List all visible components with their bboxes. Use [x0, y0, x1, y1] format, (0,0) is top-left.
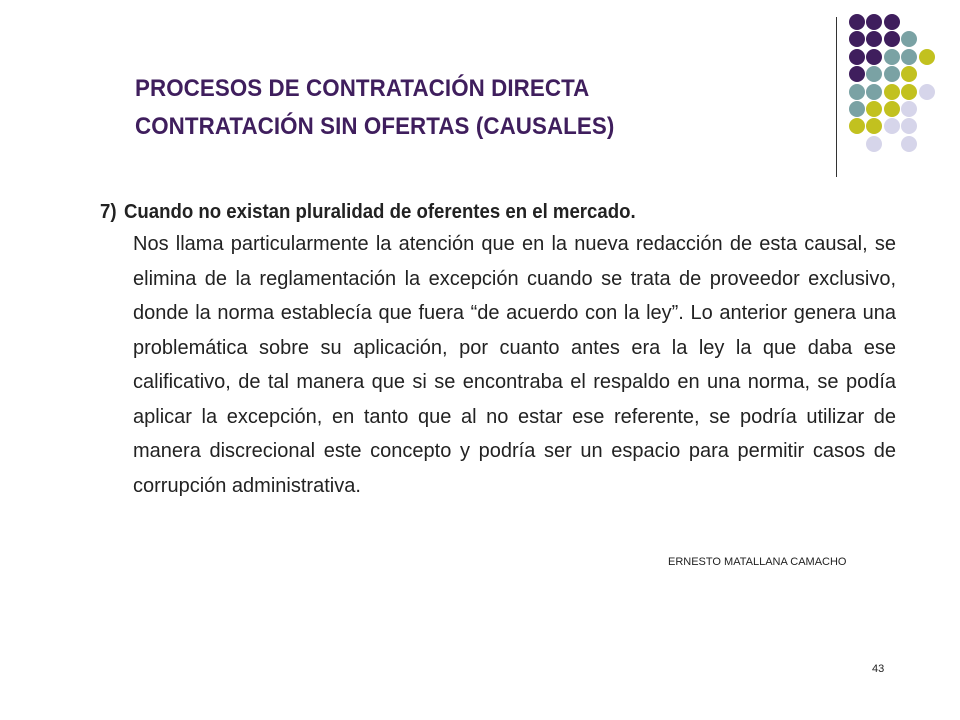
heading-text: Cuando no existan pluralidad de oferentes en el mercado.: [123, 201, 636, 223]
purple-dot: [866, 14, 882, 30]
lime-dot: [919, 49, 935, 65]
teal-dot: [884, 49, 900, 65]
title-line-1: PROCESOS DE CONTRATACIÓN DIRECTA: [135, 75, 590, 102]
lime-dot: [901, 66, 917, 82]
lime-dot: [901, 84, 917, 100]
teal-dot: [849, 101, 865, 117]
teal-dot: [849, 84, 865, 100]
teal-dot: [884, 66, 900, 82]
author-signature: ERNESTO MATALLANA CAMACHO: [668, 556, 847, 568]
purple-dot: [884, 14, 900, 30]
purple-dot: [866, 31, 882, 47]
teal-dot: [901, 49, 917, 65]
page-number: 43: [872, 663, 885, 675]
section-heading: [100, 198, 636, 226]
purple-dot: [849, 49, 865, 65]
purple-dot: [849, 14, 865, 30]
purple-dot: [884, 31, 900, 47]
purple-dot: [849, 66, 865, 82]
lime-dot: [866, 101, 882, 117]
lime-dot: [884, 101, 900, 117]
lavender-dot: [901, 136, 917, 152]
purple-dot: [849, 31, 865, 47]
title-line-2: CONTRATACIÓN SIN OFERTAS (CAUSALES): [135, 113, 615, 140]
lavender-dot: [884, 118, 900, 134]
heading-number: 7): [100, 201, 117, 223]
purple-dot: [866, 49, 882, 65]
teal-dot: [901, 31, 917, 47]
teal-dot: [866, 84, 882, 100]
teal-dot: [866, 66, 882, 82]
body-paragraph: Nos llama particularmente la atención que en la nueva redacción de esta causal, se elimina de la reglamentación la excepción cuando se trata de proveedor exclusivo, donde la norma establecía que fuera “de acuerdo con la ley”. Lo anterior genera una problemática sobre su aplicación, por cuanto antes era la ley la que daba ese calificativo, de tal manera que si se encontraba el respaldo en una norma, se podía aplicar la excepción, en tanto que al no estar ese referente, se podría utilizar de manera discrecional este concepto y podría ser un espacio para permitir casos de corrupción administrativa.: [133, 233, 896, 497]
lime-dot: [884, 84, 900, 100]
lime-dot: [849, 118, 865, 134]
slide-title: [135, 70, 614, 146]
lime-dot: [866, 118, 882, 134]
lavender-dot: [866, 136, 882, 152]
vertical-divider-line: [836, 17, 837, 177]
lavender-dot: [919, 84, 935, 100]
lavender-dot: [901, 118, 917, 134]
lavender-dot: [901, 101, 917, 117]
